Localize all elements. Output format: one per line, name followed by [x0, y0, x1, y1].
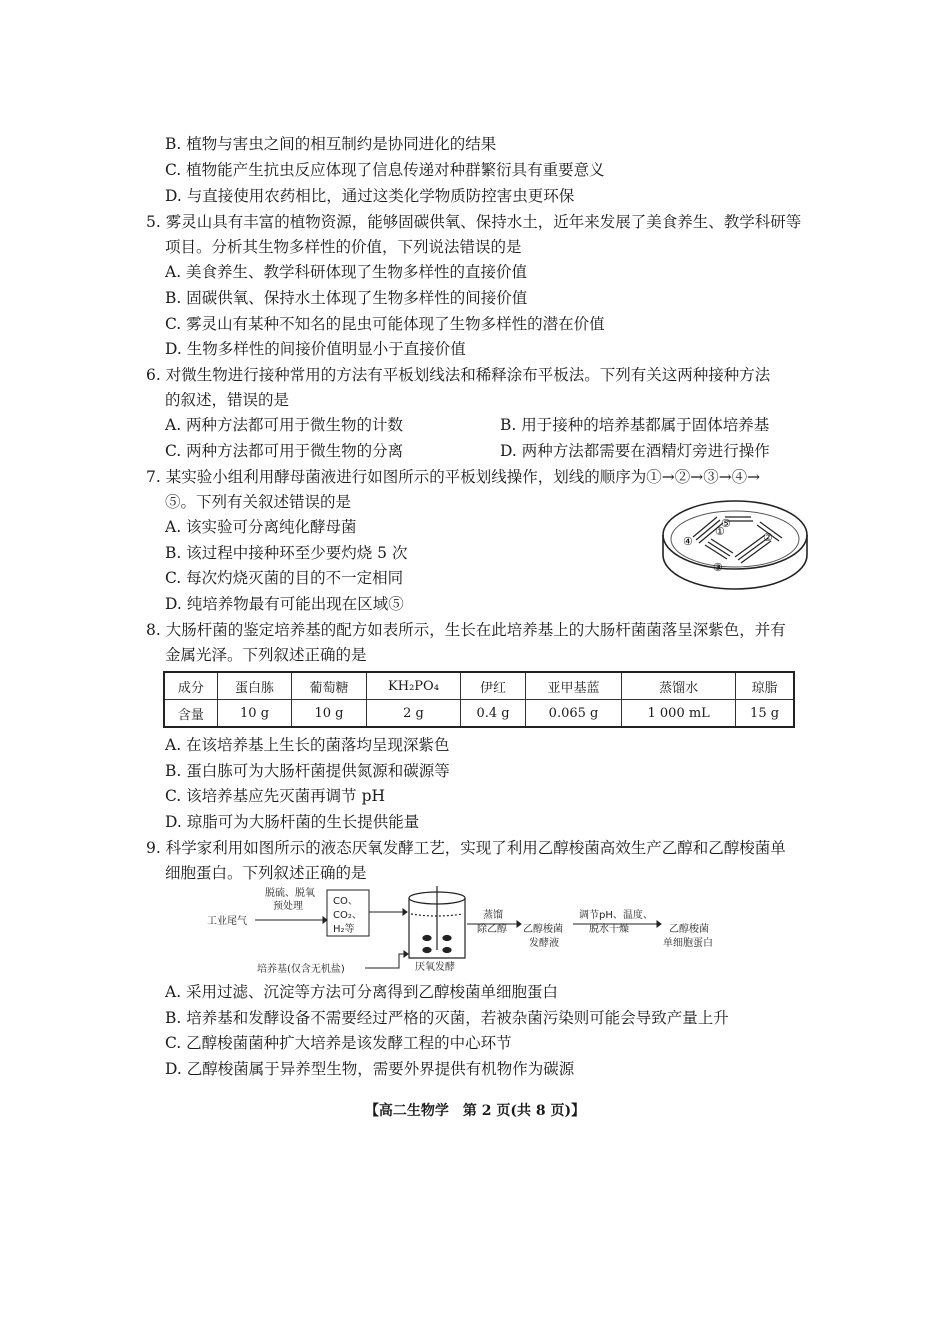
q7-stem-line1: 7. 某实验小组利用酵母菌液进行如图所示的平板划线操作，划线的顺序为①→②→③→④→: [146, 468, 761, 486]
q8-stem-line2: 金属光泽。下列叙述正确的是: [165, 646, 367, 664]
step1-label-b: 除乙醇: [477, 924, 507, 935]
q5-option-d: D. 生物多样性的间接价值明显小于直接价值: [165, 340, 466, 358]
tank-label: 厌氧发酵: [415, 962, 455, 973]
q9-option-c: C. 乙醇梭菌菌种扩大培养是该发酵工程的中心环节: [165, 1034, 512, 1052]
table-cell: 亚甲基蓝: [525, 672, 621, 700]
q4-option-d: D. 与直接使用农药相比，通过这类化学物质防控害虫更环保: [165, 187, 575, 205]
table-cell: 10 g: [292, 700, 366, 728]
product1-label-a: 乙醇梭菌: [523, 924, 563, 935]
table-cell: 15 g: [736, 700, 794, 728]
table-cell: 0.4 g: [461, 700, 526, 728]
q8-option-a: A. 在该培养基上生长的菌落均呈现深紫色: [165, 736, 450, 754]
q6-option-a: A. 两种方法都可用于微生物的计数: [165, 416, 404, 434]
q5-stem-line2: 项目。分析其生物多样性的价值，下列说法错误的是: [165, 238, 522, 256]
table-header-row: [164, 672, 794, 700]
dish-label-2: ②: [763, 531, 773, 544]
table-cell: 蒸馏水: [622, 672, 736, 700]
step2-label-a: 调节pH、温度、: [579, 910, 653, 921]
gas-label-2: CO₂、: [333, 910, 362, 921]
fermentation-process-diagram: [205, 884, 765, 976]
page-footer: 【高二生物学 第 2 页(共 8 页)】: [364, 1103, 586, 1119]
q7-option-b: B. 该过程中接种环至少要灼烧 5 次: [165, 544, 408, 562]
pretreat-label-2: 预处理: [273, 901, 303, 912]
q8-stem-line1: 8. 大肠杆菌的鉴定培养基的配方如表所示，生长在此培养基上的大肠杆菌菌落呈深紫色，并有: [146, 621, 786, 639]
q9-option-a: A. 采用过滤、沉淀等方法可分离得到乙醇梭菌单细胞蛋白: [165, 983, 559, 1001]
dish-label-4: ④: [683, 535, 693, 548]
q8-option-b: B. 蛋白胨可为大肠杆菌提供氮源和碳源等: [165, 762, 450, 780]
q4-option-c: C. 植物能产生抗虫反应体现了信息传递对种群繁衍具有重要意义: [165, 161, 605, 179]
table-cell: 10 g: [217, 700, 291, 728]
pretreat-label-1: 脱硫、脱氧: [265, 888, 315, 899]
dish-label-1: ①: [715, 525, 725, 538]
table-cell: 成分: [164, 672, 217, 700]
q4-option-b: B. 植物与害虫之间的相互制约是协同进化的结果: [165, 135, 497, 153]
q9-stem-line2: 细胞蛋白。下列叙述正确的是: [165, 864, 367, 882]
q9-option-b: B. 培养基和发酵设备不需要经过严格的灭菌，若被杂菌污染则可能会导致产量上升: [165, 1009, 729, 1027]
q6-option-d: D. 两种方法都需要在酒精灯旁进行操作: [500, 442, 770, 460]
step1-label-a: 蒸馏: [483, 910, 503, 921]
table-cell: 2 g: [366, 700, 461, 728]
gas-label-1: CO、: [333, 896, 358, 907]
q5-stem-line1: 5. 雾灵山具有丰富的植物资源，能够固碳供氧、保持水土，近年来发展了美食养生、教学科研等: [146, 213, 802, 231]
input-label: 工业尾气: [207, 916, 247, 927]
table-cell: 0.065 g: [525, 700, 621, 728]
q5-option-c: C. 雾灵山有某种不知名的昆虫可能体现了生物多样性的潜在价值: [165, 315, 605, 333]
table-cell: 蛋白胨: [217, 672, 291, 700]
q8-option-d: D. 琼脂可为大肠杆菌的生长提供能量: [165, 813, 420, 831]
q7-option-a: A. 该实验可分离纯化酵母菌: [165, 518, 357, 536]
q8-option-c: C. 该培养基应先灭菌再调节 pH: [165, 787, 386, 805]
q7-option-d: D. 纯培养物最有可能出现在区域⑤: [165, 595, 404, 613]
q7-stem-line2: ⑤。下列有关叙述错误的是: [165, 493, 352, 511]
table-cell: 琼脂: [736, 672, 794, 700]
table-cell: KH₂PO₄: [366, 672, 461, 700]
q6-stem-line2: 的叙述，错误的是: [165, 391, 290, 409]
table-cell: 伊红: [461, 672, 526, 700]
q7-option-c: C. 每次灼烧灭菌的目的不一定相同: [165, 569, 404, 587]
table-cell: 含量: [164, 700, 217, 728]
fermentation-tank: [409, 886, 465, 958]
table-cell: 1 000 mL: [622, 700, 736, 728]
step2-label-b: 脱水干燥: [589, 924, 629, 935]
q9-option-d: D. 乙醇梭菌属于异养型生物，需要外界提供有机物作为碳源: [165, 1060, 575, 1078]
q6-option-c: C. 两种方法都可用于微生物的分离: [165, 442, 404, 460]
product1-label-b: 发酵液: [529, 938, 559, 949]
q5-option-a: A. 美食养生、教学科研体现了生物多样性的直接价值: [165, 263, 528, 281]
q9-stem-line1: 9. 科学家利用如图所示的液态厌氧发酵工艺，实现了利用乙醇梭菌高效生产乙醇和乙醇梭菌单: [146, 839, 786, 857]
product2-label-b: 单细胞蛋白: [663, 938, 713, 949]
table-cell: 葡萄糖: [292, 672, 366, 700]
dish-label-3: ③: [713, 561, 723, 574]
petri-dish-figure: [655, 493, 815, 603]
medium-composition-table: [163, 671, 795, 728]
table-row: [164, 700, 794, 728]
dish-label-5: ⑤: [721, 517, 731, 530]
gas-label-3: H₂等: [333, 924, 355, 935]
q6-option-b: B. 用于接种的培养基都属于固体培养基: [500, 416, 770, 434]
q5-option-b: B. 固碳供氧、保持水土体现了生物多样性的间接价值: [165, 289, 528, 307]
medium-label: 培养基(仅含无机盐): [257, 964, 345, 975]
q6-stem-line1: 6. 对微生物进行接种常用的方法有平板划线法和稀释涂布平板法。下列有关这两种接种方法: [146, 366, 771, 384]
product2-label-a: 乙醇梭菌: [669, 924, 709, 935]
